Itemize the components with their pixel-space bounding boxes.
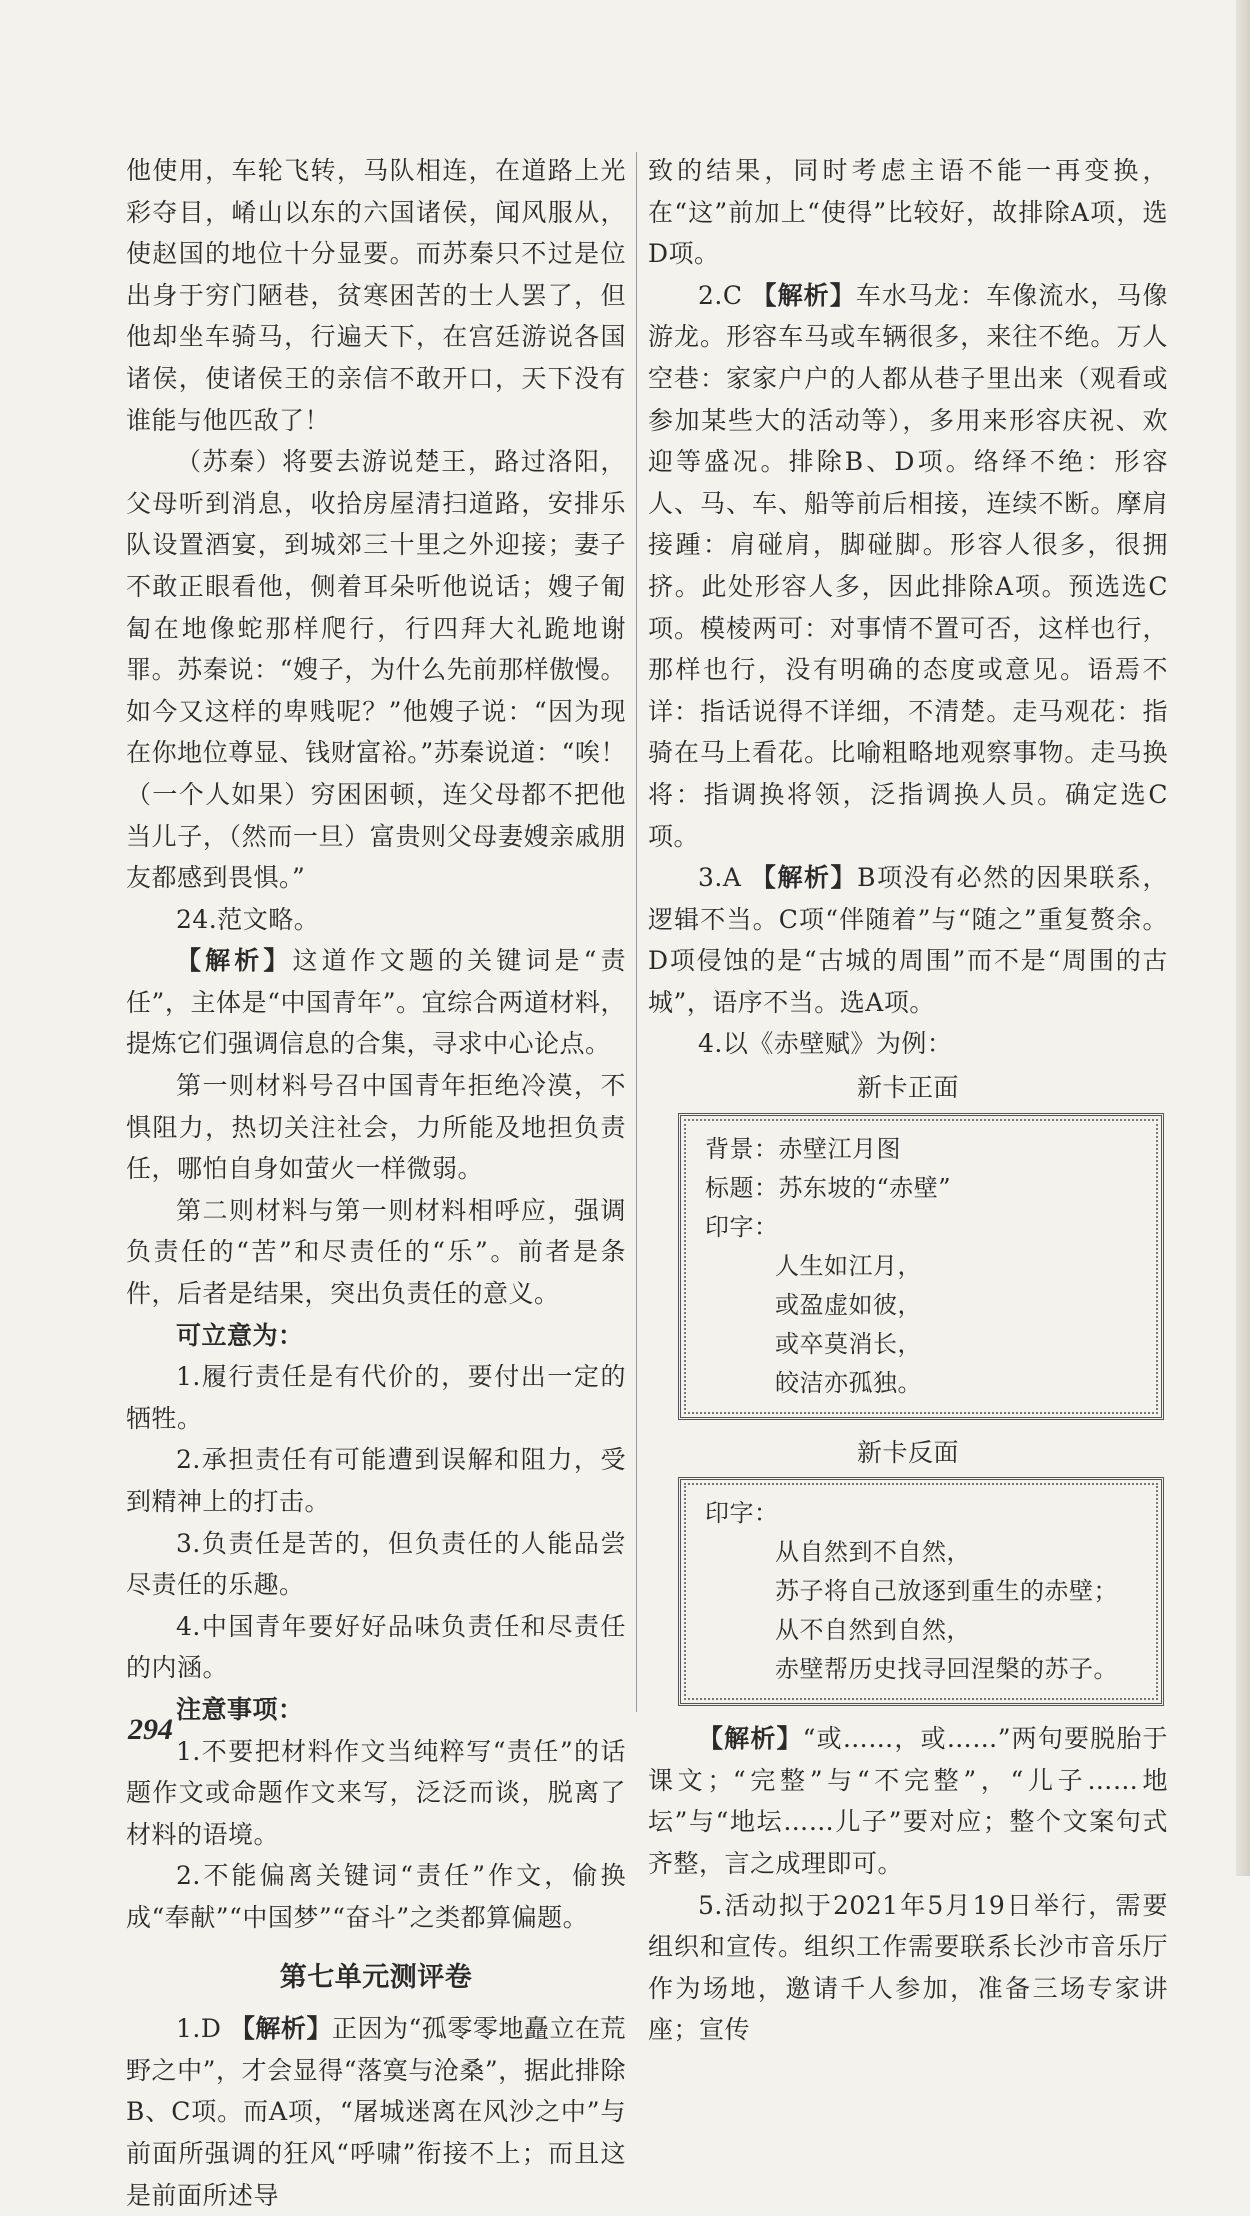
card-stamp-label: 印字： bbox=[705, 1499, 779, 1528]
card-verse: 人生如江月， bbox=[775, 1251, 922, 1280]
page-number: 294 bbox=[128, 1713, 173, 1746]
q24-analysis bbox=[126, 940, 626, 1065]
q3-head: 3.A bbox=[698, 863, 751, 893]
q1-answer bbox=[126, 2008, 626, 2216]
analysis-label: 【解析】 bbox=[750, 863, 858, 893]
card-front-title: 新卡正面 bbox=[856, 1073, 959, 1103]
q2-text: 车水马龙：车像流水，马像游龙。形容车马或车辆很多，来往不绝。万人空巷：家家户户的人都从巷子里出来（观看或参加某些大的活动等），多用来形容庆祝、欢迎等盛况。排除B、D项。络绎不绝：形容人、马、车、船等前后相接，连续不断。摩肩接踵：肩碰肩，脚碰脚。形容人很多，很拥挤。此处形容人多，因此排除A项。预选选C项。模棱两可：对事情不置可否，这样也行，那样也行，没有明确的态度或意见。语焉不详：指话说得不详细，不清楚。走马观花：指骑在马上看花。比喻粗略地观察事物。走马换将：指调换将领，泛指调换人员。确定选C项。 bbox=[648, 280, 1168, 851]
possible-ideas-label: 可立意为： bbox=[176, 1320, 304, 1350]
analysis-label: 【解析】 bbox=[698, 1724, 803, 1754]
q4-analysis-text: “或……，或……”两句要脱胎于课文；“完整”与“不完整”，“儿子……地坛”与“地坛……儿子”要对应；整个文案句式齐整，言之成理即可。 bbox=[648, 1724, 1168, 1879]
right-column bbox=[648, 150, 1168, 2051]
q3-text: B项没有必然的因果联系，逻辑不当。C项“伴随着”与“随之”重复赘余。D项侵蚀的是“古城的周围”而不是“周围的古城”，语序不当。选A项。 bbox=[648, 863, 1168, 1017]
idea-item: 2.承担责任有可能遭到误解和阻力，受到精神上的打击。 bbox=[126, 1445, 626, 1516]
q5-answer: 5.活动拟于2021年5月19日举行，需要组织和宣传。组织工作需要联系长沙市音乐厅作为场地，邀请千人参加，准备三场专家讲座；宣传 bbox=[648, 1890, 1168, 2045]
q24-analysis-text: 这道作文题的关键词是“责任”，主体是“中国青年”。宜综合两道材料，提炼它们强调信息的合集，寻求中心论点。 bbox=[126, 946, 626, 1059]
analysis-label: 【解析】 bbox=[229, 2014, 332, 2044]
q24-title: 24.范文略。 bbox=[176, 904, 320, 934]
card-stamp-label: 印字： bbox=[705, 1212, 779, 1241]
note-item: 1.不要把材料作文当纯粹写“责任”的话题作文或命题作文来写，泛泛而谈，脱离了材料的语境。 bbox=[126, 1736, 626, 1849]
card-verse: 皎洁亦孤独。 bbox=[775, 1368, 922, 1397]
material-2-paragraph: 第二则材料与第一则材料相呼应，强调负责任的“苦”和尽责任的“乐”。前者是条件，后者是结果，突出负责任的意义。 bbox=[126, 1195, 626, 1309]
q1-text: 正因为“孤零零地矗立在荒野之中”，才会显得“落寞与沧桑”，据此排除B、C项。而A项，“屠城迷离在风沙之中”与前面所强调的狂风“呼啸”衔接不上；而且这是前面所述导 bbox=[126, 2014, 626, 2210]
card-verse: 从不自然到自然， bbox=[775, 1616, 971, 1645]
q4-analysis bbox=[648, 1718, 1168, 1884]
unit-heading: 第七单元测评卷 bbox=[279, 1961, 473, 1993]
q2-head: 2.C bbox=[698, 280, 752, 310]
card-front bbox=[678, 1113, 1164, 1420]
card-verse: 从自然到不自然， bbox=[775, 1538, 971, 1567]
card-verse: 或卒莫消长， bbox=[775, 1329, 922, 1358]
card-back-title: 新卡反面 bbox=[856, 1437, 959, 1467]
card-back bbox=[678, 1477, 1164, 1706]
card-subject-line: 标题：苏东坡的“赤壁” bbox=[705, 1173, 952, 1202]
card-verse: 苏子将自己放逐到重生的赤壁； bbox=[775, 1577, 1118, 1606]
q1-continuation: 致的结果，同时考虑主语不能一再变换，在“这”前加上“使得”比较好，故排除A项，选D项。 bbox=[648, 156, 1168, 269]
note-item: 2.不能偏离关键词“责任”作文，偷换成“奉献”“中国梦”“奋斗”之类都算偏题。 bbox=[126, 1861, 626, 1932]
idea-item: 3.负责任是苦的，但负责任的人能品尝尽责任的乐趣。 bbox=[126, 1528, 626, 1600]
q3-answer bbox=[648, 857, 1168, 1023]
page-edge bbox=[1236, 0, 1250, 1876]
left-column bbox=[126, 150, 626, 2216]
q2-answer bbox=[648, 275, 1168, 857]
translation-paragraph-1: 他使用，车轮飞转，马队相连，在道路上光彩夺目，崤山以东的六国诸侯，闻风服从，使赵国的地位十分显要。而苏秦只不过是位出身于穷门陋巷，贫寒困苦的士人罢了，但他却坐车骑马，行遍天下，在宫廷游说各国诸侯，使诸侯王的亲信不敢开口，天下没有谁能与他匹敌了！ bbox=[126, 156, 626, 435]
card-verse: 赤壁帮历史找寻回涅槃的苏子。 bbox=[775, 1655, 1118, 1684]
q4-intro: 4.以《赤壁赋》为例： bbox=[698, 1029, 953, 1059]
analysis-label: 【解析】 bbox=[176, 946, 293, 976]
idea-item: 1.履行责任是有代价的，要付出一定的牺牲。 bbox=[126, 1362, 626, 1433]
card-verse: 或盈虚如彼， bbox=[775, 1290, 922, 1319]
q1-head: 1.D bbox=[176, 2014, 230, 2044]
translation-paragraph-2: （苏秦）将要去游说楚王，路过洛阳，父母听到消息，收拾房屋清扫道路，安排乐队设置酒宴，到城郊三十里之外迎接；妻子不敢正眼看他，侧着耳朵听他说话；嫂子匍匐在地像蛇那样爬行，行四拜大礼跪地谢罪。苏秦说：“嫂子，为什么先前那样傲慢。如今又这样的卑贱呢？”他嫂子说：“因为现在你地位尊显、钱财富裕。”苏秦说道：“唉！（一个人如果）穷困困顿，连父母都不把他当儿子，（然而一旦）富贵则父母妻嫂亲戚朋友都感到畏惧。” bbox=[126, 447, 626, 893]
idea-item: 4.中国青年要好好品味负责任和尽责任的内涵。 bbox=[126, 1611, 626, 1683]
card-background-line: 背景：赤壁江月图 bbox=[705, 1134, 901, 1163]
material-1-paragraph: 第一则材料号召中国青年拒绝冷漠，不惧阻力，热切关注社会，力所能及地担负责任，哪怕自身如萤火一样微弱。 bbox=[126, 1071, 626, 1184]
column-divider bbox=[636, 152, 637, 1712]
notes-label: 注意事项： bbox=[176, 1694, 304, 1724]
analysis-label: 【解析】 bbox=[751, 280, 856, 310]
